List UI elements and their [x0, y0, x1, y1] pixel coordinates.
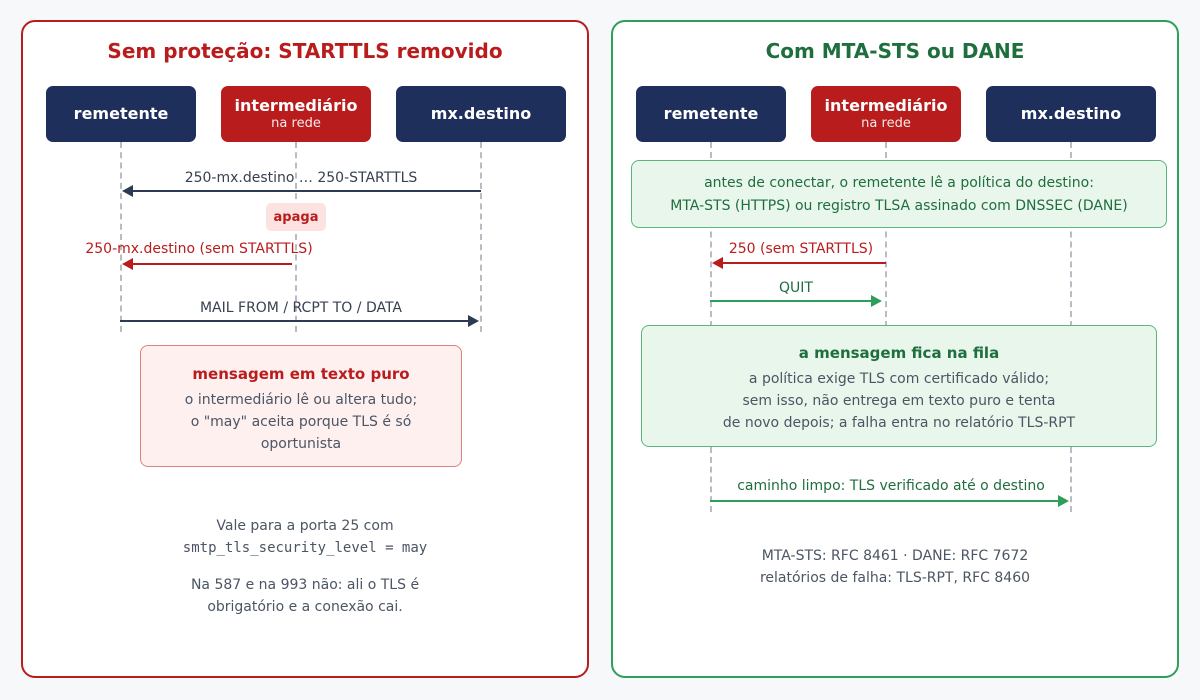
left-msg3-arrow: [120, 320, 477, 322]
right-panel-title: Com MTA-STS ou DANE: [765, 39, 1025, 63]
left-actor-sender: [46, 86, 196, 142]
left-badge-apaga: [266, 203, 326, 231]
right-msg3-arrow: [710, 500, 1067, 502]
right-policy-line: antes de conectar, o remetente lê a política do destino:: [704, 175, 1094, 191]
right-footer-line: relatórios de falha: TLS-RPT, RFC 8460: [759, 570, 1031, 586]
right-queue-line: de novo depois; a falha entra no relatório TLS-RPT: [722, 415, 1076, 431]
right-actor-middle: [811, 86, 961, 142]
left-note1: [23, 515, 587, 559]
left-msg1-label: 250-mx.destino … 250-STARTTLS: [184, 170, 418, 186]
left-box-line: o "may" aceita porque TLS é só: [190, 414, 412, 430]
right-queue-line: a política exige TLS com certificado válido;: [748, 371, 1050, 387]
right-queue-line: sem isso, não entrega em texto puro e tenta: [742, 393, 1056, 409]
left-msg3-label: MAIL FROM / RCPT TO / DATA: [199, 300, 403, 316]
left-msg2-label: 250-mx.destino (sem STARTTLS): [85, 241, 313, 257]
left-box-title: mensagem em texto puro: [192, 365, 410, 383]
left-msg1-arrow: [124, 190, 481, 192]
left-lifeline-sender: [120, 142, 122, 332]
left-note1-code: smtp_tls_security_level = may: [182, 540, 428, 556]
left-panel: [21, 20, 589, 678]
left-box-line: oportunista: [260, 436, 342, 452]
left-note2-line: obrigatório e a conexão cai.: [207, 599, 403, 615]
right-msg3-label: caminho limpo: TLS verificado até o destino: [737, 478, 1045, 494]
right-msg1-label: 250 (sem STARTTLS): [728, 241, 874, 257]
left-note2: [23, 574, 587, 618]
right-actor-dest: [986, 86, 1156, 142]
left-panel-title: Sem proteção: STARTTLS removido: [107, 39, 503, 63]
left-box-body: [141, 389, 461, 455]
right-queue-box: [641, 325, 1157, 447]
right-footer: [613, 545, 1177, 589]
right-footer-line: MTA-STS: RFC 8461 · DANE: RFC 7672: [761, 548, 1029, 564]
left-box-line: o intermediário lê ou altera tudo;: [184, 392, 418, 408]
right-queue-title: a mensagem fica na fila: [798, 344, 1000, 362]
right-actor-middle-label: intermediário: [824, 96, 948, 115]
right-actor-middle-sub: na rede: [861, 116, 911, 131]
right-queue-body: [642, 368, 1156, 434]
right-msg2-label: QUIT: [779, 280, 813, 296]
right-actor-sender: [636, 86, 786, 142]
left-lifeline-dest: [480, 142, 482, 332]
right-policy-line: MTA-STS (HTTPS) ou registro TLSA assinado com DNSSEC (DANE): [670, 198, 1128, 214]
right-policy-box: [631, 160, 1167, 228]
left-actor-middle-label: intermediário: [234, 96, 358, 115]
left-actor-dest-label: mx.destino: [430, 104, 532, 123]
right-panel: [611, 20, 1179, 678]
left-note2-line: Na 587 e na 993 não: ali o TLS é: [190, 577, 420, 593]
left-actor-middle-sub: na rede: [271, 116, 321, 131]
left-note1-line1: Vale para a porta 25 com: [216, 518, 394, 534]
right-lifeline-sender-lower: [710, 447, 712, 512]
left-plaintext-box: [140, 345, 462, 467]
right-msg2-arrow: [710, 300, 880, 302]
left-actor-sender-label: remetente: [73, 104, 169, 123]
left-actor-middle: [221, 86, 371, 142]
left-badge-label: apaga: [273, 209, 319, 225]
left-actor-dest: [396, 86, 566, 142]
left-msg2-arrow: [124, 263, 292, 265]
right-actor-sender-label: remetente: [663, 104, 759, 123]
right-msg1-arrow: [714, 262, 886, 264]
right-lifeline-dest-lower: [1070, 447, 1072, 512]
right-actor-dest-label: mx.destino: [1020, 104, 1122, 123]
